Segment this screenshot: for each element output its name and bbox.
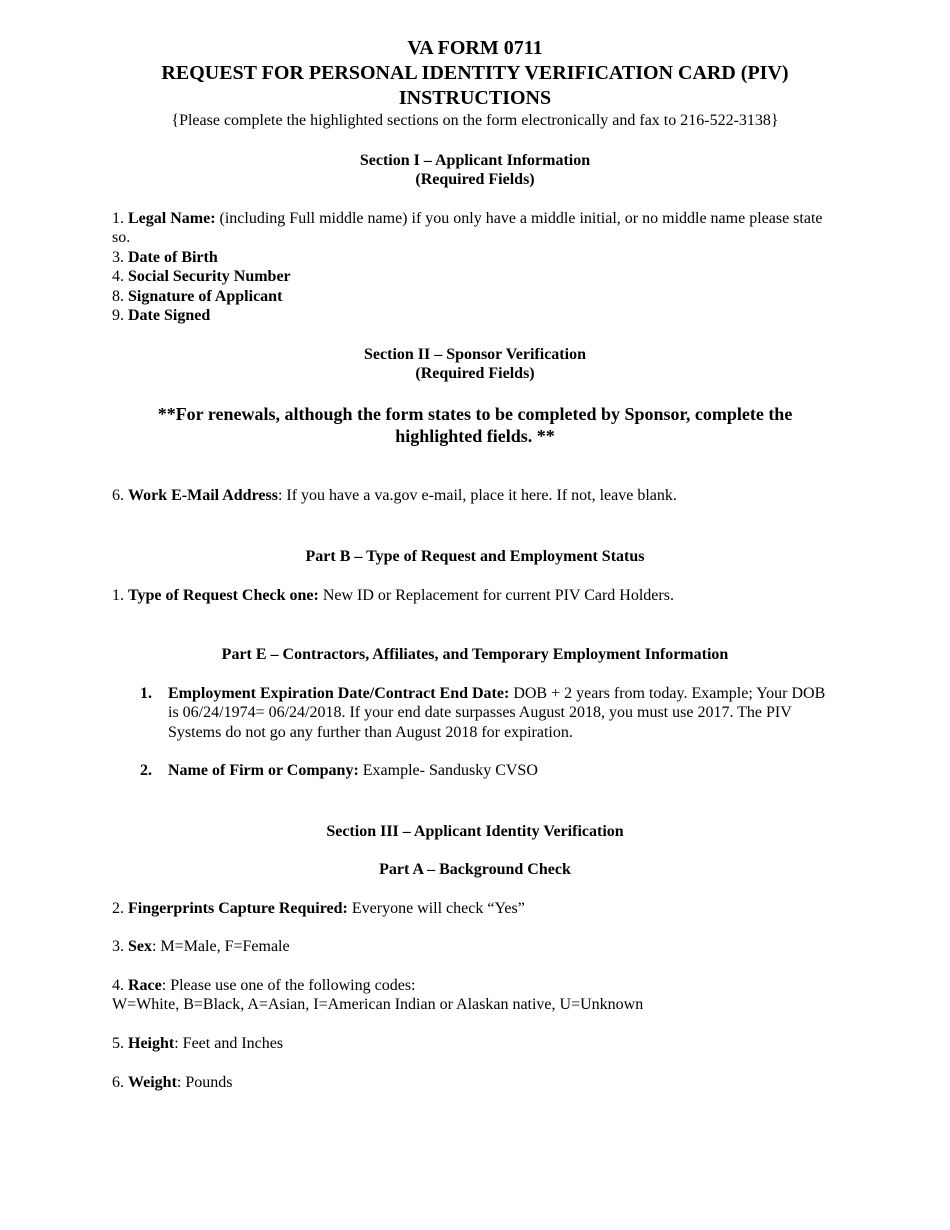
part-b — [112, 547, 838, 605]
part-e — [112, 645, 838, 781]
fax-note: {Please complete the highlighted sections on the form electronically and fax to 216-522-3138} — [171, 112, 779, 129]
instructions-page — [112, 36, 838, 1093]
item-sex: 3. Sex: M=Male, F=Female — [112, 938, 290, 955]
section-1 — [112, 151, 838, 326]
section-2-subheading: (Required Fields) — [415, 365, 535, 382]
item-date-signed: 9. Date Signed — [112, 307, 211, 324]
item-label: Work E-Mail Address — [128, 486, 278, 504]
section-1-subheading: (Required Fields) — [415, 171, 535, 188]
item-label: Race — [128, 976, 162, 994]
item-label: Type of Request Check one: — [128, 586, 319, 604]
item-date-of-birth: 3. Date of Birth — [112, 248, 218, 266]
item-label: Date Signed — [128, 307, 211, 324]
instructions-title: INSTRUCTIONS — [398, 87, 552, 109]
item-ssn: 4. Social Security Number — [112, 268, 291, 285]
item-label: Signature of Applicant — [128, 287, 283, 305]
item-label: Name of Firm or Company: — [168, 762, 359, 779]
section-3-heading: Section III – Applicant Identity Verification — [326, 822, 624, 840]
item-height: 5. Height: Feet and Inches — [112, 1034, 284, 1052]
part-b-heading: Part B – Type of Request and Employment Status — [305, 548, 645, 565]
item-label: Date of Birth — [128, 248, 218, 266]
section-1-heading: Section I – Applicant Information — [359, 151, 591, 169]
renewal-note: **For renewals, although the form states to be completed by Sponsor, complete the highlighted fields. ** — [157, 403, 793, 446]
item-race: 4. Race: Please use one of the following codes: — [112, 976, 416, 994]
section-2-heading: Section II – Sponsor Verification — [364, 345, 586, 363]
list-item-expiration-date: 1. Employment Expiration Date/Contract End Date: DOB + 2 years from today. Example; Your DOB is 06/24/1974= 06/24/2018. If your end date surpasses August 2018, you must use 2017. The PIV Systems do not go any further than August 2018 for expiration. — [140, 684, 826, 741]
part-a-heading: Part A – Background Check — [379, 861, 571, 878]
item-label: Employment Expiration Date/Contract End Date: — [168, 684, 510, 702]
item-weight: 6. Weight: Pounds — [112, 1074, 233, 1091]
item-label: Social Security Number — [128, 268, 291, 285]
item-signature: 8. Signature of Applicant — [112, 287, 283, 305]
list-item-firm-name: 2. Name of Firm or Company: Example- Sandusky CVSO — [140, 762, 538, 779]
item-label: Weight — [128, 1074, 177, 1091]
item-label: Fingerprints Capture Required: — [128, 899, 348, 917]
part-e-list — [112, 684, 838, 781]
race-codes: W=White, B=Black, A=Asian, I=American Indian or Alaskan native, U=Unknown — [112, 996, 644, 1013]
section-3 — [112, 822, 838, 1093]
item-work-email: 6. Work E-Mail Address: If you have a va.gov e-mail, place it here. If not, leave blank. — [112, 486, 677, 504]
section-2 — [112, 345, 838, 506]
item-label: Sex — [128, 938, 152, 955]
form-number: VA FORM 0711 — [407, 37, 543, 59]
item-type-of-request: 1. Type of Request Check one: New ID or Replacement for current PIV Card Holders. — [112, 586, 674, 604]
item-label: Height — [128, 1034, 175, 1052]
form-title: REQUEST FOR PERSONAL IDENTITY VERIFICATION CARD (PIV) — [161, 62, 789, 84]
part-e-heading: Part E – Contractors, Affiliates, and Temporary Employment Information — [221, 646, 729, 663]
item-legal-name: 1. Legal Name: (including Full middle name) if you only have a middle initial, or no middle name please state so. — [112, 209, 823, 246]
item-label: Legal Name: — [128, 209, 216, 227]
item-fingerprints: 2. Fingerprints Capture Required: Everyone will check “Yes” — [112, 899, 525, 917]
